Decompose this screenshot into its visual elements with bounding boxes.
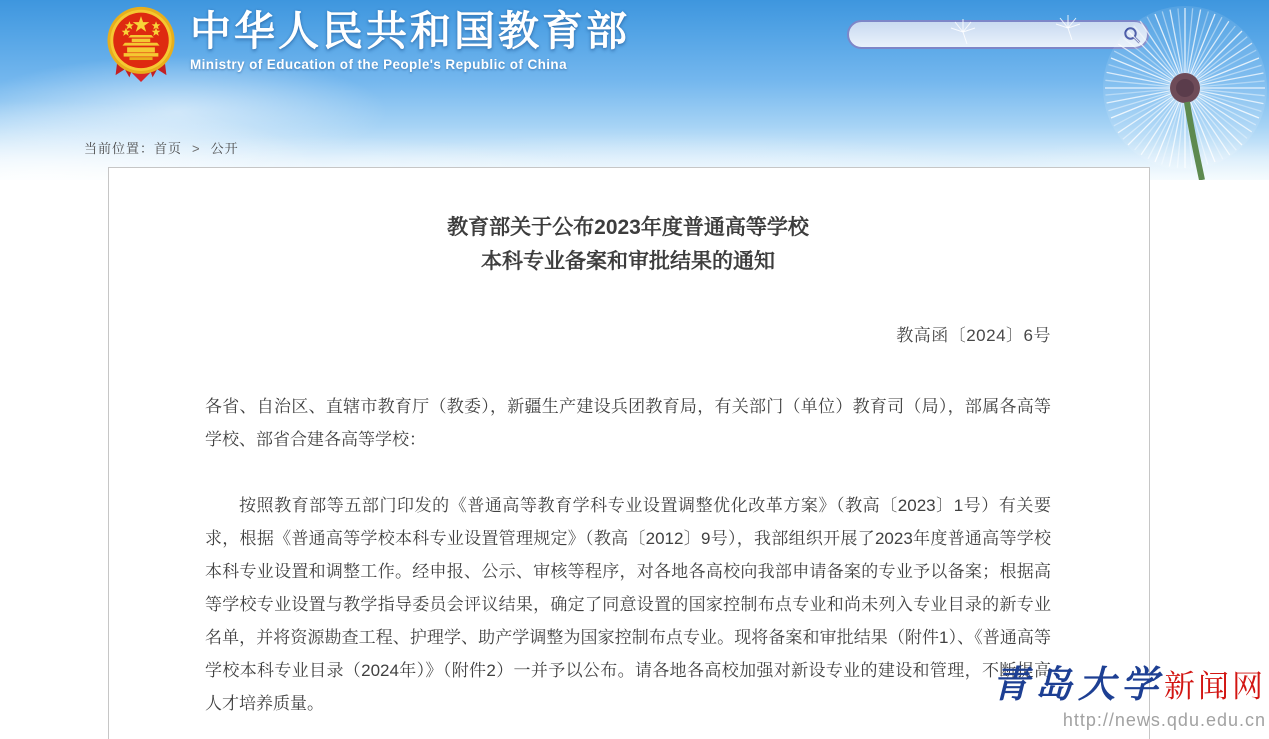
search-button[interactable] <box>1117 22 1147 47</box>
breadcrumb <box>84 138 239 157</box>
watermark <box>992 654 1266 731</box>
breadcrumb-separator: > <box>192 141 201 156</box>
prc-national-emblem-icon <box>104 5 178 85</box>
document-title-line1: 教育部关于公布2023年度普通高等学校 <box>447 216 809 239</box>
watermark-site-name: 青岛大学 <box>992 665 1164 706</box>
search-box <box>847 20 1149 49</box>
site-title: 中华人民共和国教育部 <box>190 8 630 54</box>
watermark-site-suffix: 新闻网 <box>1164 669 1266 704</box>
site-header <box>0 0 1269 180</box>
breadcrumb-item-home[interactable]: 首页 <box>154 141 183 156</box>
dandelion-stem <box>1187 102 1202 180</box>
watermark-url: http://news.qdu.edu.cn <box>1062 710 1266 730</box>
breadcrumb-item-gongkai[interactable]: 公开 <box>210 141 239 156</box>
site-subtitle-en: Ministry of Education of the People's Republic of China <box>190 57 567 72</box>
site-branding <box>190 8 630 72</box>
document-body-paragraph: 按照教育部等五部门印发的《普通高等教育学科专业设置调整优化改革方案》（教高〔2023〕1号）有关要求，根据《普通高等学校本科专业设置管理规定》（教高〔2012〕9号），我部组织开展了2023年度普通高等学校本科专业设置和调整工作。经申报、公示、审核等程序，对各地各高校向我部申请备案的专业予以备案；根据高等学校专业设置与教学指导委员会评议结果，确定了同意设置的国家控制布点专业和尚未列入专业目录的新专业名单，并将资源勘查工程、护理学、助产学调整为国家控制布点专业。现将备案和审批结果（附件1）、《普通高等学校本科专业目录（2024年）》（附件2）一并予以公布。请各地各高校加强对新设专业的建设和管理，不断提高人才培养质量。 <box>205 496 1051 713</box>
document-title <box>205 211 1051 279</box>
document-number: 教高函〔2024〕6号 <box>896 326 1051 345</box>
document-salutation: 各省、自治区、直辖市教育厅（教委），新疆生产建设兵团教育局，有关部门（单位）教育司（局），部属各高等学校、部省合建各高等学校： <box>205 397 1051 449</box>
document-title-line2: 本科专业备案和审批结果的通知 <box>481 250 775 273</box>
breadcrumb-prefix: 当前位置： <box>84 141 155 156</box>
magnifier-icon <box>1123 26 1141 44</box>
search-input[interactable] <box>849 22 1117 47</box>
